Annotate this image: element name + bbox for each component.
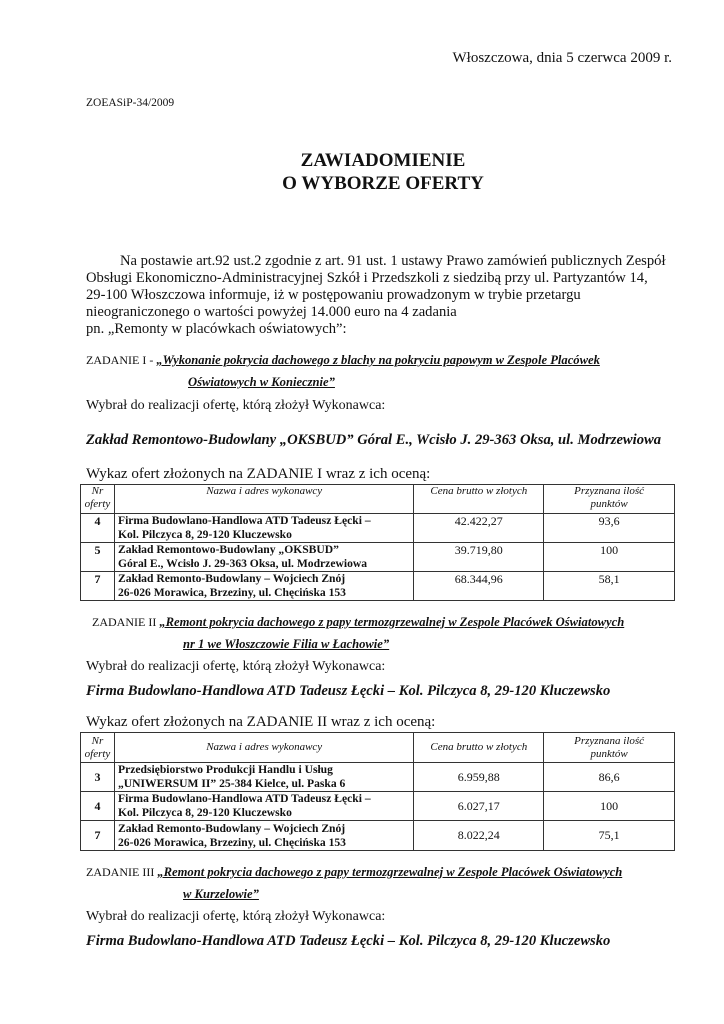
col-header-name: Nazwa i adres wykonawcy (114, 733, 413, 763)
task-2-heading (92, 613, 624, 631)
col-header-nr: Nr oferty (81, 485, 115, 514)
task-3-selected-intro: Wybrał do realizacji ofertę, którą złożył Wykonawca: (86, 909, 386, 924)
place-date: Włoszczowa, dnia 5 czerwca 2009 r. (452, 50, 672, 66)
intro-line: pn. „Remonty w placówkach oświatowych”: (86, 321, 347, 337)
table-row: 5 Zakład Remontowo-Budowlany „OKSBUD” Góral E., Wcisło J. 29-363 Oksa, ul. Modrzewiowa 39.719,80 100 (81, 543, 675, 572)
col-header-nr: Nr oferty (81, 733, 115, 763)
col-header-price: Cena brutto w złotych (414, 485, 544, 514)
task-title: „Remont pokrycia dachowego z papy termozgrzewalnej w Zespole Placówek Oświatowych (157, 865, 623, 879)
intro-line: nieograniczonego o wartości powyżej 14.000 euro na 4 zadania (86, 304, 457, 320)
table-row: 7 Zakład Remonto-Budowlany – Wojciech Znój 26-026 Morawica, Brzeziny, ul. Chęcińska 153 8.022,24 75,1 (81, 821, 675, 851)
table-row: 7 Zakład Remonto-Budowlany – Wojciech Znój 26-026 Morawica, Brzeziny, ul. Chęcińska 153 68.344,96 58,1 (81, 572, 675, 601)
col-header-name: Nazwa i adres wykonawcy (114, 485, 413, 514)
intro-line: Na postawie art.92 ust.2 zgodnie z art. 91 ust. 1 ustawy Prawo zamówień publicznych Zespół (120, 253, 666, 269)
task-1-offers-table (80, 484, 675, 601)
table-row: 3 Przedsiębiorstwo Produkcji Handlu i Usług „UNIWERSUM II” 25-384 Kielce, ul. Paska 6 6.959,88 86,6 (81, 763, 675, 792)
col-header-points: Przyznana ilość punktów (544, 485, 675, 514)
intro-paragraph (86, 253, 686, 338)
task-3-heading (86, 863, 622, 881)
task-2-offers-table (80, 732, 675, 851)
table-row: 4 Firma Budowlano-Handlowa ATD Tadeusz Łęcki – Kol. Pilczyca 8, 29-120 Kluczewsko 6.027,17 100 (81, 792, 675, 821)
intro-line: 29-100 Włoszczowa informuje, iż w postępowaniu prowadzonym w trybie przetargu (86, 287, 581, 303)
task-1-title-cont: Oświatowych w Koniecznie” (188, 375, 335, 389)
task-3-winner: Firma Budowlano-Handlowa ATD Tadeusz Łęcki – Kol. Pilczyca 8, 29-120 Kluczewsko (86, 933, 611, 949)
col-header-points: Przyznana ilość punktów (544, 733, 675, 763)
task-2-winner: Firma Budowlano-Handlowa ATD Tadeusz Łęcki – Kol. Pilczyca 8, 29-120 Kluczewsko (86, 683, 611, 699)
task-1-winner: Zakład Remontowo-Budowlany „OKSBUD” Góral E., Wcisło J. 29-363 Oksa, ul. Modrzewiowa (86, 432, 662, 448)
table-row: 4 Firma Budowlano-Handlowa ATD Tadeusz Łęcki – Kol. Pilczyca 8, 29-120 Kluczewsko 42.422,27 93,6 (81, 514, 675, 543)
task-1-list-heading: Wykaz ofert złożonych na ZADANIE I wraz z ich oceną: (86, 466, 431, 482)
task-3-title-cont: w Kurzelowie” (183, 887, 259, 901)
task-title: „Wykonanie pokrycia dachowego z blachy na pokryciu papowym w Zespole Placówek (156, 353, 600, 367)
task-2-title-cont: nr 1 we Włoszczowie Filia w Łachowie” (183, 637, 390, 651)
task-1-selected-intro: Wybrał do realizacji ofertę, którą złożył Wykonawca: (86, 398, 386, 413)
task-label: ZADANIE I - (86, 353, 157, 367)
table-header-row (81, 733, 675, 763)
task-1-heading (86, 351, 600, 369)
intro-line: Obsługi Ekonomiczno-Administracyjnej Szkół i Przedszkoli z siedzibą przy ul. Partyzantów 14, (86, 270, 648, 286)
document-title-line1: ZAWIADOMIENIE (300, 150, 466, 171)
col-header-price: Cena brutto w złotych (414, 733, 544, 763)
reference-number: ZOEASiP-34/2009 (86, 97, 175, 109)
task-label: ZADANIE III (86, 865, 158, 879)
task-2-list-heading: Wykaz ofert złożonych na ZADANIE II wraz z ich oceną: (86, 714, 436, 730)
document-title-line2: O WYBORZE OFERTY (282, 173, 484, 194)
task-label: ZADANIE II (92, 615, 160, 629)
table-header-row (81, 485, 675, 514)
task-title: „Remont pokrycia dachowego z papy termozgrzewalnej w Zespole Placówek Oświatowych (159, 615, 625, 629)
task-2-selected-intro: Wybrał do realizacji ofertę, którą złożył Wykonawca: (86, 659, 386, 674)
